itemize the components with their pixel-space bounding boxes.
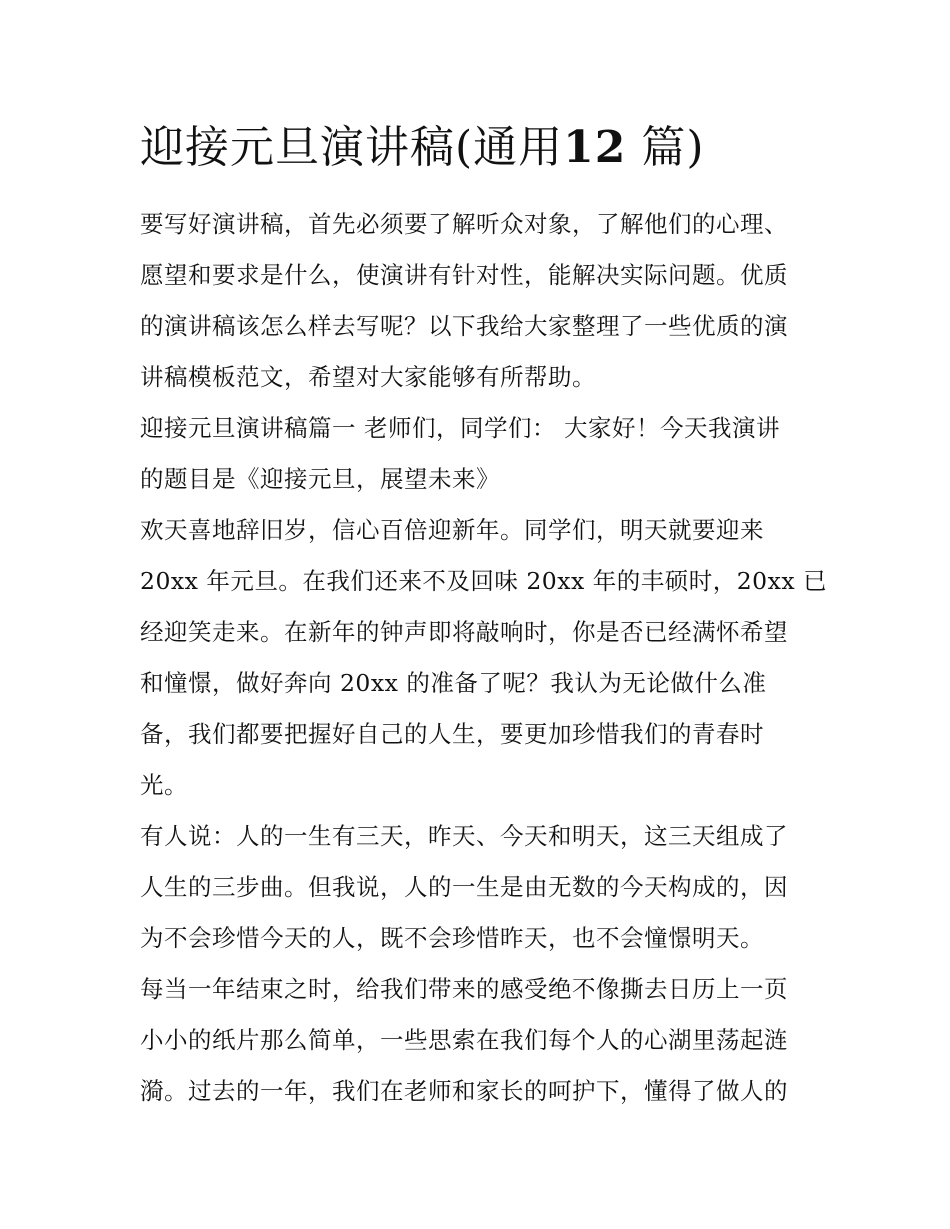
text-line: 迎接元旦演讲稿篇一 老师们，同学们： 大家好！今天我演讲 (140, 414, 780, 442)
text-line: 小小的纸片那么简单，一些思索在我们每个人的心湖里荡起涟 (140, 1026, 788, 1054)
text-line: 和憧憬，做好奔向 20xx 的准备了呢？我认为无论做什么准 (140, 669, 767, 697)
text-line: 的题目是《迎接元旦，展望未来》 (140, 465, 500, 493)
title-number: 12 (563, 122, 627, 173)
document-title (140, 118, 840, 178)
text-line: 光。 (140, 771, 188, 799)
text-line: 要写好演讲稿，首先必须要了解听众对象，了解他们的心理、 (140, 210, 788, 238)
text-line: 讲稿模板范文，希望对大家能够有所帮助。 (140, 363, 596, 391)
text-line: 的演讲稿该怎么样去写呢？以下我给大家整理了一些优质的演 (140, 312, 788, 340)
text-line: 有人说：人的一生有三天，昨天、今天和明天，这三天组成了 (140, 822, 788, 850)
text-line: 20xx 年元旦。在我们还来不及回味 20xx 年的丰硕时，20xx 已 (140, 567, 828, 595)
text-line: 漪。过去的一年，我们在老师和家长的呵护下，懂得了做人的 (140, 1077, 788, 1105)
title-prefix: 迎接元旦演讲稿(通用 (140, 122, 564, 173)
text-line: 每当一年结束之时，给我们带来的感受绝不像撕去日历上一页 (140, 975, 788, 1003)
title-suffix: 篇) (641, 122, 705, 173)
text-line: 欢天喜地辞旧岁，信心百倍迎新年。同学们，明天就要迎来 (140, 516, 764, 544)
document-body (140, 199, 828, 1117)
text-line: 愿望和要求是什么，使演讲有针对性，能解决实际问题。优质 (140, 261, 788, 289)
text-line: 备，我们都要把握好自己的人生，要更加珍惜我们的青春时 (140, 720, 764, 748)
text-line: 经迎笑走来。在新年的钟声即将敲响时，你是否已经满怀希望 (140, 618, 788, 646)
text-line: 人生的三步曲。但我说，人的一生是由无数的今天构成的，因 (140, 873, 788, 901)
text-line: 为不会珍惜今天的人，既不会珍惜昨天，也不会憧憬明天。 (140, 924, 764, 952)
